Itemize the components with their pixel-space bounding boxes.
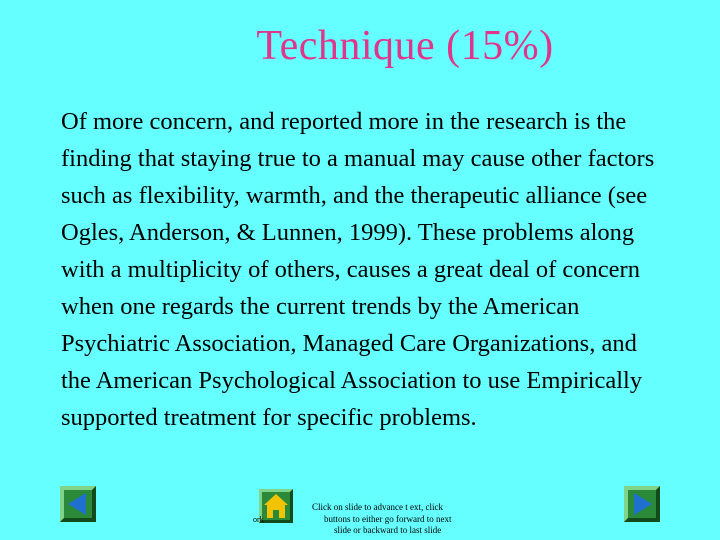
slide-body-text: Of more concern, and reported more in the research is the finding that staying true to a manual may cause other factors such as flexibility, warmth, and the therapeutic alliance (see Ogles, Anderson, & Lunnen, 1999). These problems along with a multiplicity of others, causes a great deal of concern when one regards the current trends by the American Psychiatric Association, Managed Care Organizations, and the American Psychological Association to use Empirically supported treatment for specific problems. (61, 108, 655, 431)
navigation-hint-line: slide or backward to last slide (334, 525, 442, 535)
navigation-hint-line: buttons to either go forward to next (324, 513, 452, 524)
navigation-hint (312, 502, 482, 537)
slide-title: Technique (15%) (256, 23, 554, 69)
home-button-label: ork (253, 515, 264, 524)
home-button[interactable] (259, 489, 293, 523)
next-slide-button[interactable] (624, 486, 660, 522)
triangle-right-icon (624, 486, 660, 522)
previous-slide-button[interactable] (60, 486, 96, 522)
home-icon (259, 489, 293, 523)
navigation-hint-line: Click on slide to advance t ext, click (312, 502, 443, 512)
triangle-left-icon (60, 486, 96, 522)
